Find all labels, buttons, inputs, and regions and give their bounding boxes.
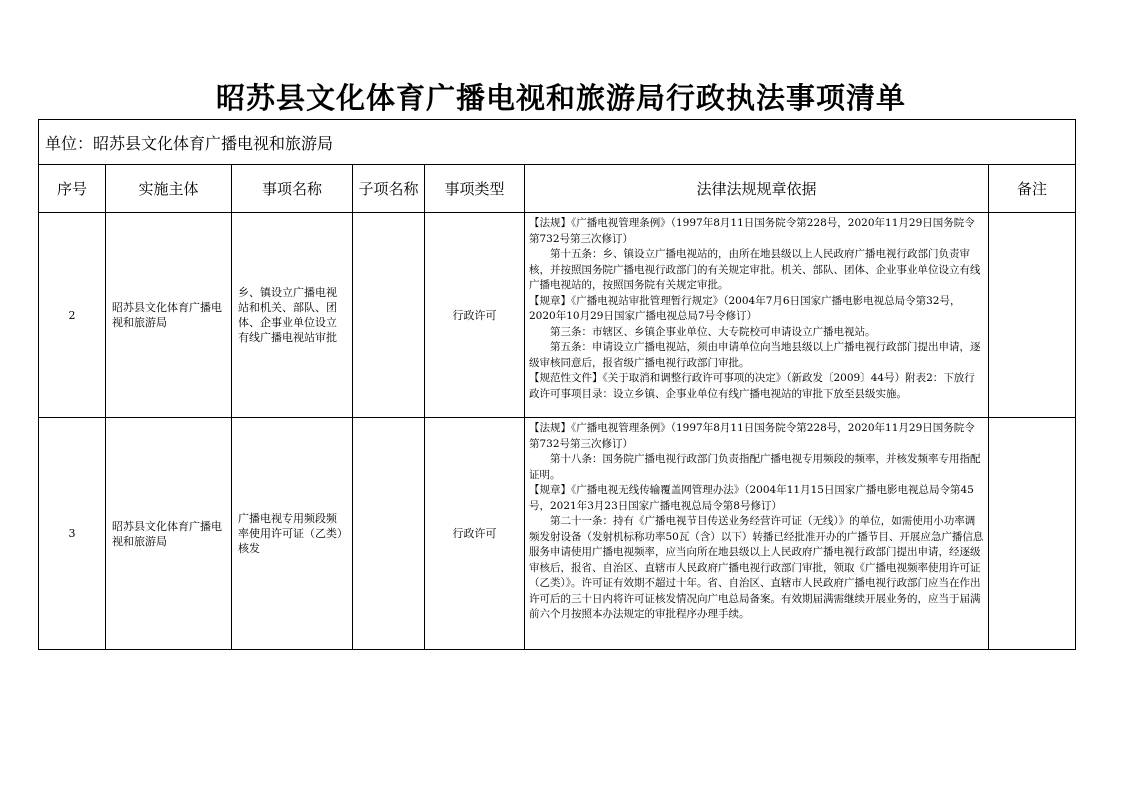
cell-item-name: 乡、镇设立广播电视站和机关、部队、团体、企事业单位设立有线广播电视站审批: [232, 213, 353, 418]
column-header-subject: 实施主体: [106, 165, 232, 213]
cell-note: [989, 213, 1076, 418]
column-header-sub-item: 子项名称: [353, 165, 425, 213]
cell-sub-item: [353, 213, 425, 418]
page-title: 昭苏县文化体育广播电视和旅游局行政执法事项清单: [215, 81, 906, 115]
cell-note: [989, 418, 1076, 650]
column-header-no: 序号: [39, 165, 106, 213]
column-header-item-name: 事项名称: [232, 165, 353, 213]
cell-sub-item: [353, 418, 425, 650]
column-header-legal-basis: 法律法规规章依据: [525, 165, 989, 213]
basis-paragraph: 【规范性文件】《关于取消和调整行政许可事项的决定》（新政发〔2009〕44号）附表2：下放行政许可事项目录：设立乡镇、企事业单位有线广播电视站的审批下放至县级实施。: [529, 372, 975, 400]
cell-legal-basis: [525, 418, 989, 650]
table-header: [39, 165, 1076, 213]
table-row: [39, 213, 1076, 418]
column-header-type: 事项类型: [425, 165, 525, 213]
basis-paragraph: 第五条：申请设立广播电视站，须由申请单位向当地县级以上广播电视行政部门提出申请，逐级审核同意后，报省级广播电视行政部门审批。: [529, 341, 981, 369]
table-row: [39, 418, 1076, 650]
enforcement-items-table: [38, 119, 1076, 650]
basis-paragraph: 第十八条：国务院广播电视行政部门负责指配广播电视专用频段的频率，并核发频率专用指配证明。: [529, 453, 981, 481]
cell-legal-basis: [525, 213, 989, 418]
basis-paragraph: 第三条：市辖区、乡镇企事业单位、大专院校可申请设立广播电视站。: [550, 325, 876, 338]
column-header-note: 备注: [989, 165, 1076, 213]
basis-paragraph: 第二十一条：持有《广播电视节目传送业务经营许可证（无线）》的单位，如需使用小功率调频发射设备（发射机标称功率50瓦（含）以下）转播已经批准开办的广播节目、开展应急广播信息服务申请使用广播电视频率，应当向所在地县级以上人民政府广播电视行政部门提出申请，经逐级审核后，报省、自治区、直辖市人民政府广播电视行政部门审批，领取《广播电视频率使用许可证（乙类）》。许可证有效期不超过十年。省、自治区、直辖市人民政府广播电视行政部门应当在作出许可后的三十日内将许可证核发情况向广电总局备案。有效期届满需继续开展业务的，应当于届满前六个月按照本办法规定的审批程序办理手续。: [529, 515, 984, 620]
basis-paragraph: 【规章】《广播电视无线传输覆盖网管理办法》（2004年11月15日国家广播电影电视总局令第45号，2021年3月23日国家广播电视总局令第8号修订）: [529, 484, 974, 512]
basis-paragraph: 第十五条：乡、镇设立广播电视站的，由所在地县级以上人民政府广播电视行政部门负责审核，并按照国务院广播电视行政部门的有关规定审批。机关、部队、团体、企业事业单位设立有线广播电视站的，按照国务院有关规定审批。: [529, 248, 981, 291]
cell-type: 行政许可: [425, 213, 525, 418]
cell-no: 3: [39, 418, 106, 650]
cell-no: 2: [39, 213, 106, 418]
basis-paragraph: 【规章】《广播电视站审批管理暂行规定》（2004年7月6日国家广播电影电视总局令第32号，2020年10月29日国家广播电视总局7号令修订）: [529, 294, 961, 322]
basis-paragraph: 【法规】《广播电视管理条例》（1997年8月11日国务院令第228号，2020年11月29日国务院令第732号第三次修订）: [529, 217, 975, 245]
cell-item-name: 广播电视专用频段频率使用许可证（乙类）核发: [232, 418, 353, 650]
cell-subject: 昭苏县文化体育广播电视和旅游局: [106, 213, 232, 418]
cell-subject: 昭苏县文化体育广播电视和旅游局: [106, 418, 232, 650]
cell-type: 行政许可: [425, 418, 525, 650]
basis-paragraph: 【法规】《广播电视管理条例》（1997年8月11日国务院令第228号，2020年11月29日国务院令第732号第三次修订）: [529, 422, 975, 450]
unit-label: 单位：昭苏县文化体育广播电视和旅游局: [39, 120, 1076, 165]
